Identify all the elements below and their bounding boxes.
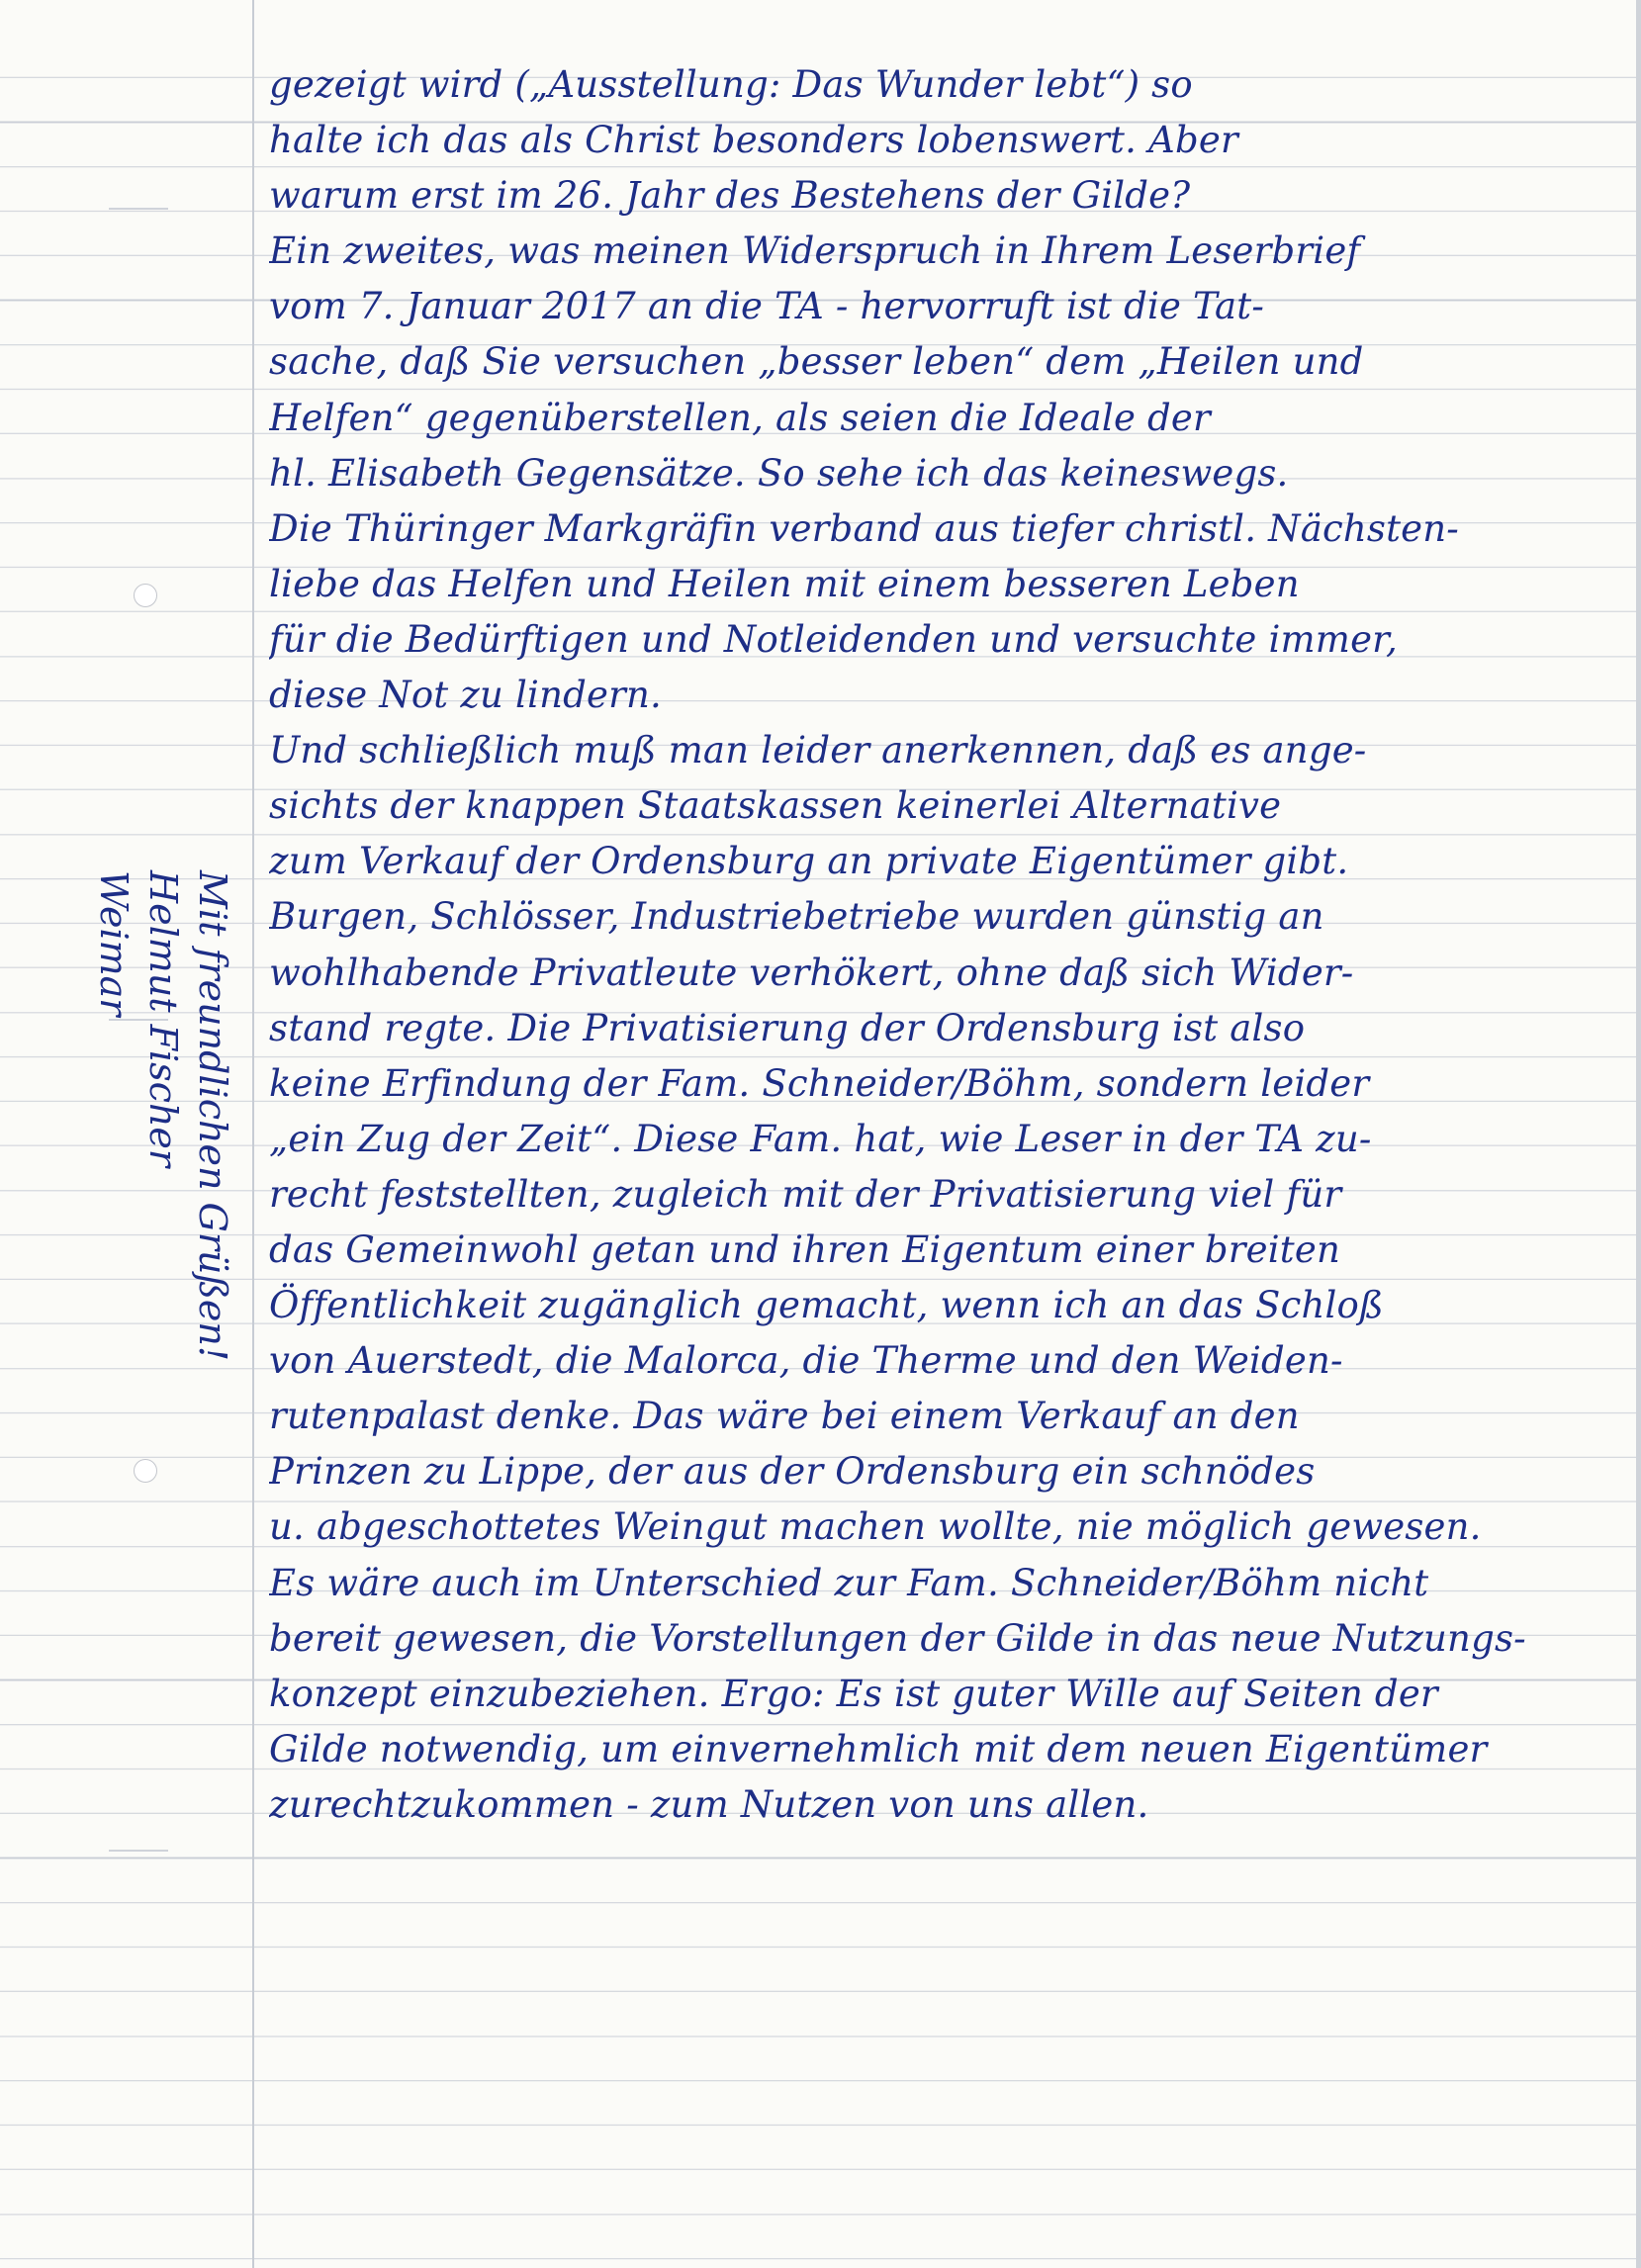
letter-line: Prinzen zu Lippe, der aus der Ordensburg ein schnödes	[269, 1450, 1316, 1494]
letter-line: Burgen, Schlösser, Industriebetriebe wurden günstig an	[269, 895, 1324, 939]
margin-tick	[109, 208, 168, 210]
letter-line: u. abgeschottetes Weingut machen wollte, nie möglich gewesen.	[269, 1505, 1482, 1549]
letter-line: vom 7. Januar 2017 an die TA - hervorruft ist die Tat-	[269, 285, 1265, 328]
letter-line: konzept einzubeziehen. Ergo: Es ist guter Wille auf Seiten der	[269, 1672, 1438, 1715]
letter-line: wohlhabende Privatleute verhökert, ohne daß sich Wider-	[269, 951, 1354, 994]
letter-line: keine Erfindung der Fam. Schneider/Böhm, sondern leider	[269, 1061, 1370, 1105]
margin-tick	[109, 1850, 168, 1852]
margin-line	[252, 0, 254, 2268]
letter-line: das Gemeinwohl getan und ihren Eigentum einer breiten	[269, 1227, 1341, 1271]
signature-name: Helmut Fischer	[141, 870, 185, 1168]
letter-line: Helfen“ gegenüberstellen, als seien die Ideale der	[269, 396, 1211, 439]
letter-line: Und schließlich muß man leider anerkennen, daß es ange-	[269, 729, 1367, 772]
punch-hole	[134, 584, 157, 607]
letter-line: diese Not zu lindern.	[269, 674, 662, 717]
letter-line: halte ich das als Christ besonders lobenswert. Aber	[269, 119, 1238, 162]
letter-line: rutenpalast denke. Das wäre bei einem Verkauf an den	[269, 1395, 1300, 1438]
letter-line: sache, daß Sie versuchen „besser leben“ dem „Heilen und	[269, 340, 1364, 384]
letter-line: liebe das Helfen und Heilen mit einem besseren Leben	[269, 562, 1300, 605]
letter-line: Es wäre auch im Unterschied zur Fam. Schneider/Böhm nicht	[269, 1561, 1429, 1604]
letter-line: Gilde notwendig, um einvernehmlich mit dem neuen Eigentümer	[269, 1727, 1488, 1770]
letter-line: warum erst im 26. Jahr des Bestehens der Gilde?	[269, 174, 1191, 218]
letter-line: stand regte. Die Privatisierung der Ordensburg ist also	[269, 1006, 1306, 1049]
letter-line: zurechtzukommen - zum Nutzen von uns allen.	[269, 1782, 1149, 1826]
letter-line: Öffentlichkeit zugänglich gemacht, wenn ich an das Schloß	[269, 1284, 1384, 1327]
letter-line: gezeigt wird („Ausstellung: Das Wunder lebt“) so	[269, 63, 1193, 106]
letter-line: recht feststellten, zugleich mit der Privatisierung viel für	[269, 1172, 1342, 1216]
letter-line: „ein Zug der Zeit“. Diese Fam. hat, wie Leser in der TA zu-	[269, 1117, 1372, 1160]
letter-line: zum Verkauf der Ordensburg an private Eigentümer gibt.	[269, 840, 1349, 883]
letter-line: für die Bedürftigen und Notleidenden und versuchte immer,	[269, 617, 1398, 661]
closing-greeting: Mit freundlichen Grüßen!	[191, 870, 234, 1362]
letter-body	[269, 57, 1604, 1833]
page-edge	[1636, 0, 1641, 2268]
margin-signature	[89, 870, 237, 1563]
letter-line: Ein zweites, was meinen Widerspruch in Ihrem Leserbrief	[269, 229, 1361, 273]
signature-city: Weimar	[92, 870, 136, 1017]
letter-line: bereit gewesen, die Vorstellungen der Gilde in das neue Nutzungs-	[269, 1616, 1526, 1660]
letter-line: hl. Elisabeth Gegensätze. So sehe ich das keineswegs.	[269, 451, 1289, 495]
letter-line: sichts der knappen Staatskassen keinerlei Alternative	[269, 784, 1282, 828]
letter-line: von Auerstedt, die Malorca, die Therme und den Weiden-	[269, 1339, 1343, 1383]
letter-line: Die Thüringer Markgräfin verband aus tiefer christl. Nächsten-	[269, 506, 1460, 550]
